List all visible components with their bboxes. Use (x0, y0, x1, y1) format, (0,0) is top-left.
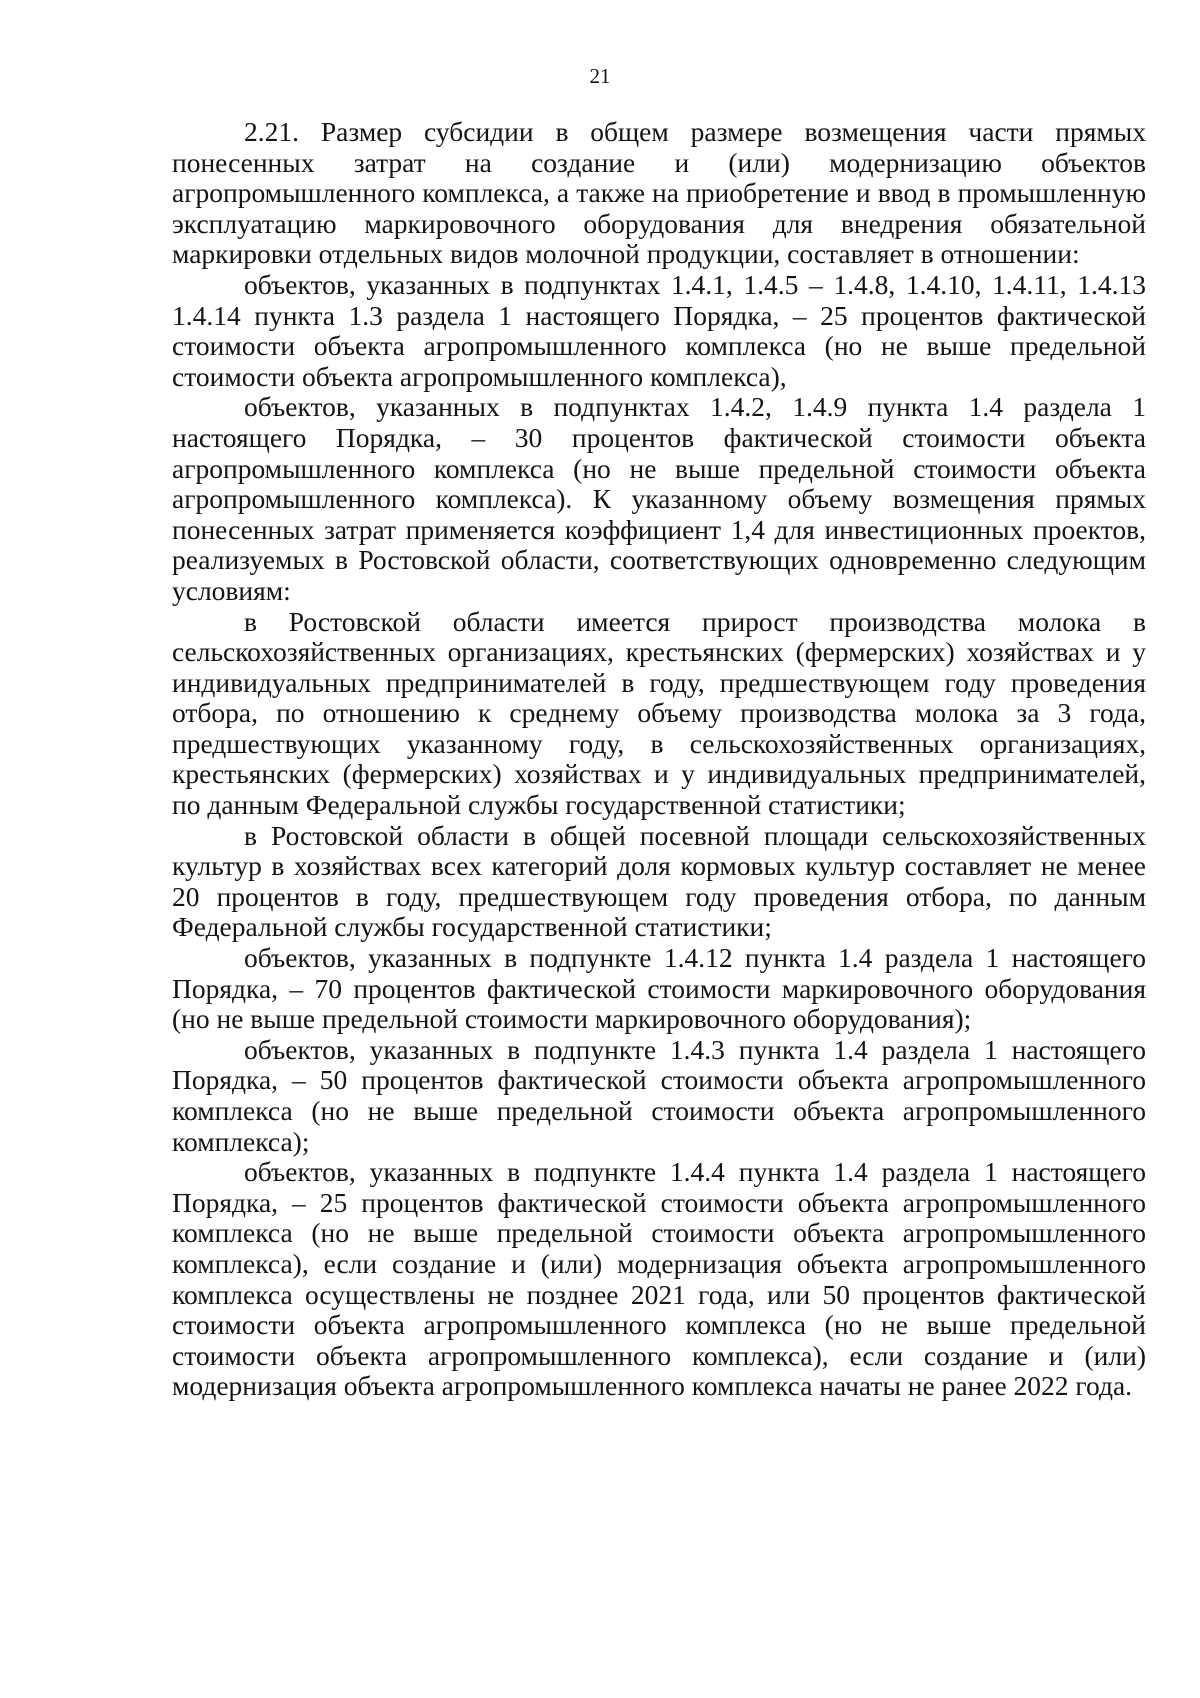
paragraph-objects-70-percent: объектов, указанных в подпункте 1.4.12 пункта 1.4 раздела 1 настоящего Порядка, – 70 процентов фактической стоимости маркировочного оборудования (но не выше предельной стоимости маркировочного оборудования); (172, 942, 1146, 1035)
paragraph-objects-25-percent: объектов, указанных в подпунктах 1.4.1, 1.4.5 – 1.4.8, 1.4.10, 1.4.11, 1.4.13 1.4.14 пункта 1.3 раздела 1 настоящего Порядка, – 25 процентов фактической стоимости объекта агропромышленного комплекса (но не выше предельной стоимости объекта агропромышленного комплекса), (172, 268, 1146, 392)
paragraph-condition-milk-growth: в Ростовской области имеется прирост производства молока в сельскохозяйственных организациях, крестьянских (фермерских) хозяйствах и у индивидуальных предпринимателей в году, предшествующем году проведения отбора, по отношению к среднему объему производства молока за 3 года, предшествующих указанному году, в сельскохозяйственных организациях, крестьянских (фермерских) хозяйствах и у индивидуальных предпринимателей, по данным Федеральной службы государственной статистики; (172, 605, 1146, 821)
document-body (172, 117, 1146, 1402)
paragraph-condition-fodder-crops: в Ростовской области в общей посевной площади сельскохозяйственных культур в хозяйствах всех категорий доля кормовых культур составляет не менее 20 процентов в году, предшествующем году проведения отбора, по данным Федеральной службы государственной статистики; (172, 819, 1146, 943)
paragraph-2-21-intro: 2.21. Размер субсидии в общем размере возмещения части прямых понесенных затрат на создание и (или) модернизацию объектов агропромышленного комплекса, а также на приобретение и ввод в промышленную эксплуатацию маркировочного оборудования для внедрения обязательной маркировки отдельных видов молочной продукции, составляет в отношении: (172, 116, 1146, 270)
paragraph-objects-50-percent: объектов, указанных в подпункте 1.4.3 пункта 1.4 раздела 1 настоящего Порядка, – 50 процентов фактической стоимости объекта агропромышленного комплекса (но не выше предельной стоимости объекта агропромышленного комплекса); (172, 1033, 1146, 1157)
paragraph-objects-25-or-50-percent: объектов, указанных в подпункте 1.4.4 пункта 1.4 раздела 1 настоящего Порядка, – 25 процентов фактической стоимости объекта агропромышленного комплекса (но не выше предельной стоимости объекта агропромышленного комплекса), если создание и (или) модернизация объекта агропромышленного комплекса осуществлены не позднее 2021 года, или 50 процентов фактической стоимости объекта агропромышленного комплекса (но не выше предельной стоимости объекта агропромышленного комплекса), если создание и (или) модернизация объекта агропромышленного комплекса начаты не ранее 2022 года. (172, 1156, 1146, 1402)
paragraph-objects-30-percent: объектов, указанных в подпунктах 1.4.2, 1.4.9 пункта 1.4 раздела 1 настоящего Порядка, – 30 процентов фактической стоимости объекта агропромышленного комплекса (но не выше предельной стоимости объекта агропромышленного комплекса). К указанному объему возмещения прямых понесенных затрат применяется коэффициент 1,4 для инвестиционных проектов, реализуемых в Ростовской области, соответствующих одновременно следующим условиям: (172, 391, 1146, 606)
page-number: 21 (589, 64, 611, 88)
